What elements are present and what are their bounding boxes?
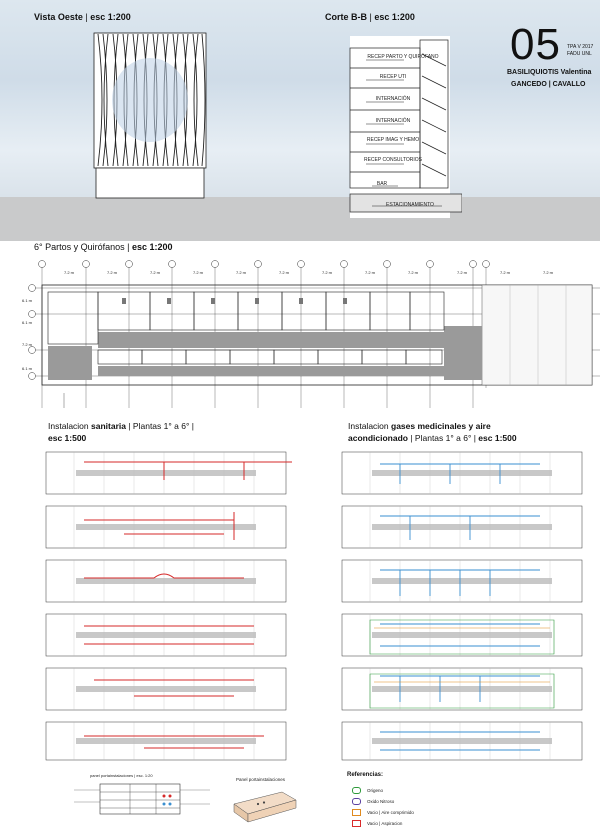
references-list [352,785,414,829]
compressed-air-swatch-icon [352,809,361,816]
floor-label-3: INTERNACIÓN [375,118,411,124]
plan-dim-1: 7.2 m [64,270,75,275]
aspiration-swatch-icon [352,820,361,827]
gases-title: Instalacion gases medicinales y aire acondicionado | Plantas 1° a 6° | esc 1:500 [348,421,517,443]
faculty-label: FADU UNL [567,51,592,57]
corte-title: Corte B-B | esc 1:200 [325,12,415,22]
nitrous-swatch-icon [352,798,361,805]
plan-side-dim-4: 6.1 m [22,366,33,371]
plan-dim-6: 7.2 m [279,270,290,275]
reference-item [352,785,414,796]
floor-label-4: INTERNACIÓN [375,96,411,102]
floor-label-5: RECEP UTI [379,74,407,80]
plan-dim-2: 7.2 m [107,270,118,275]
author-line-1: BASILIQUIOTIS Valentina [507,69,592,76]
plan-dim-8: 7.2 m [365,270,376,275]
panel-3d-drawing [230,786,300,824]
floor-label-6: RECEP PARTO Y QUIRÓFANO [367,54,439,60]
vista-oeste-title: Vista Oeste | esc 1:200 [34,12,131,22]
reference-label-compressed-air: Vacio | Aire comprimido [367,810,414,815]
detail-caption: panel portainstalaciones | esc. 1:20 [90,773,153,778]
floor-plan-6 [12,258,600,408]
panel-title: Panel portainstalaciones [236,777,286,782]
ground-band [0,197,600,241]
oxygen-swatch-icon [352,787,361,794]
plan-side-dim-1: 6.1 m [22,298,33,303]
floor-label-parking: ESTACIONAMIENTO [386,202,434,208]
plan-dim-5: 7.2 m [236,270,247,275]
plan-dim-9: 7.2 m [408,270,419,275]
plan-title: 6° Partos y Quirófanos | esc 1:200 [34,242,173,252]
references-title: Referencias: [347,772,384,778]
reference-label-oxygen: Origeno [367,788,384,793]
west-elevation-drawing [88,30,212,200]
panel-detail-drawing [70,770,215,826]
plan-side-dim-3: 7.2 m [22,342,33,347]
plan-dim-7: 7.2 m [322,270,333,275]
section-bb-drawing [342,34,462,222]
reference-item [352,796,414,807]
gases-plans [340,450,590,762]
plan-dim-11: 7.2 m [500,270,511,275]
plan-dim-4: 7.2 m [193,270,204,275]
course-label: TPA V 2017 [567,44,594,50]
plan-dim-3: 7.2 m [150,270,161,275]
reference-item [352,807,414,818]
floor-label-2: RECEP IMAG Y HEMO [366,137,420,143]
plan-dim-12: 7.2 m [543,270,554,275]
sheet-number: 05 [510,20,561,69]
sanitaria-plans [44,450,294,762]
reference-item [352,818,414,829]
floor-label-1: RECEP CONSULTORIOS [363,157,423,163]
author-line-2: GANCEDO | CAVALLO [511,81,586,88]
sanitaria-title: Instalacion sanitaria | Plantas 1° a 6° | esc 1:500 [48,421,194,443]
plan-side-dim-2: 6.1 m [22,320,33,325]
reference-label-aspiration: Vacio | Aspiracion [367,821,403,826]
reference-label-nitrous: Oxido Nitroso [367,799,395,804]
plan-dim-10: 7.2 m [457,270,468,275]
floor-label-0: BAR [376,181,388,187]
